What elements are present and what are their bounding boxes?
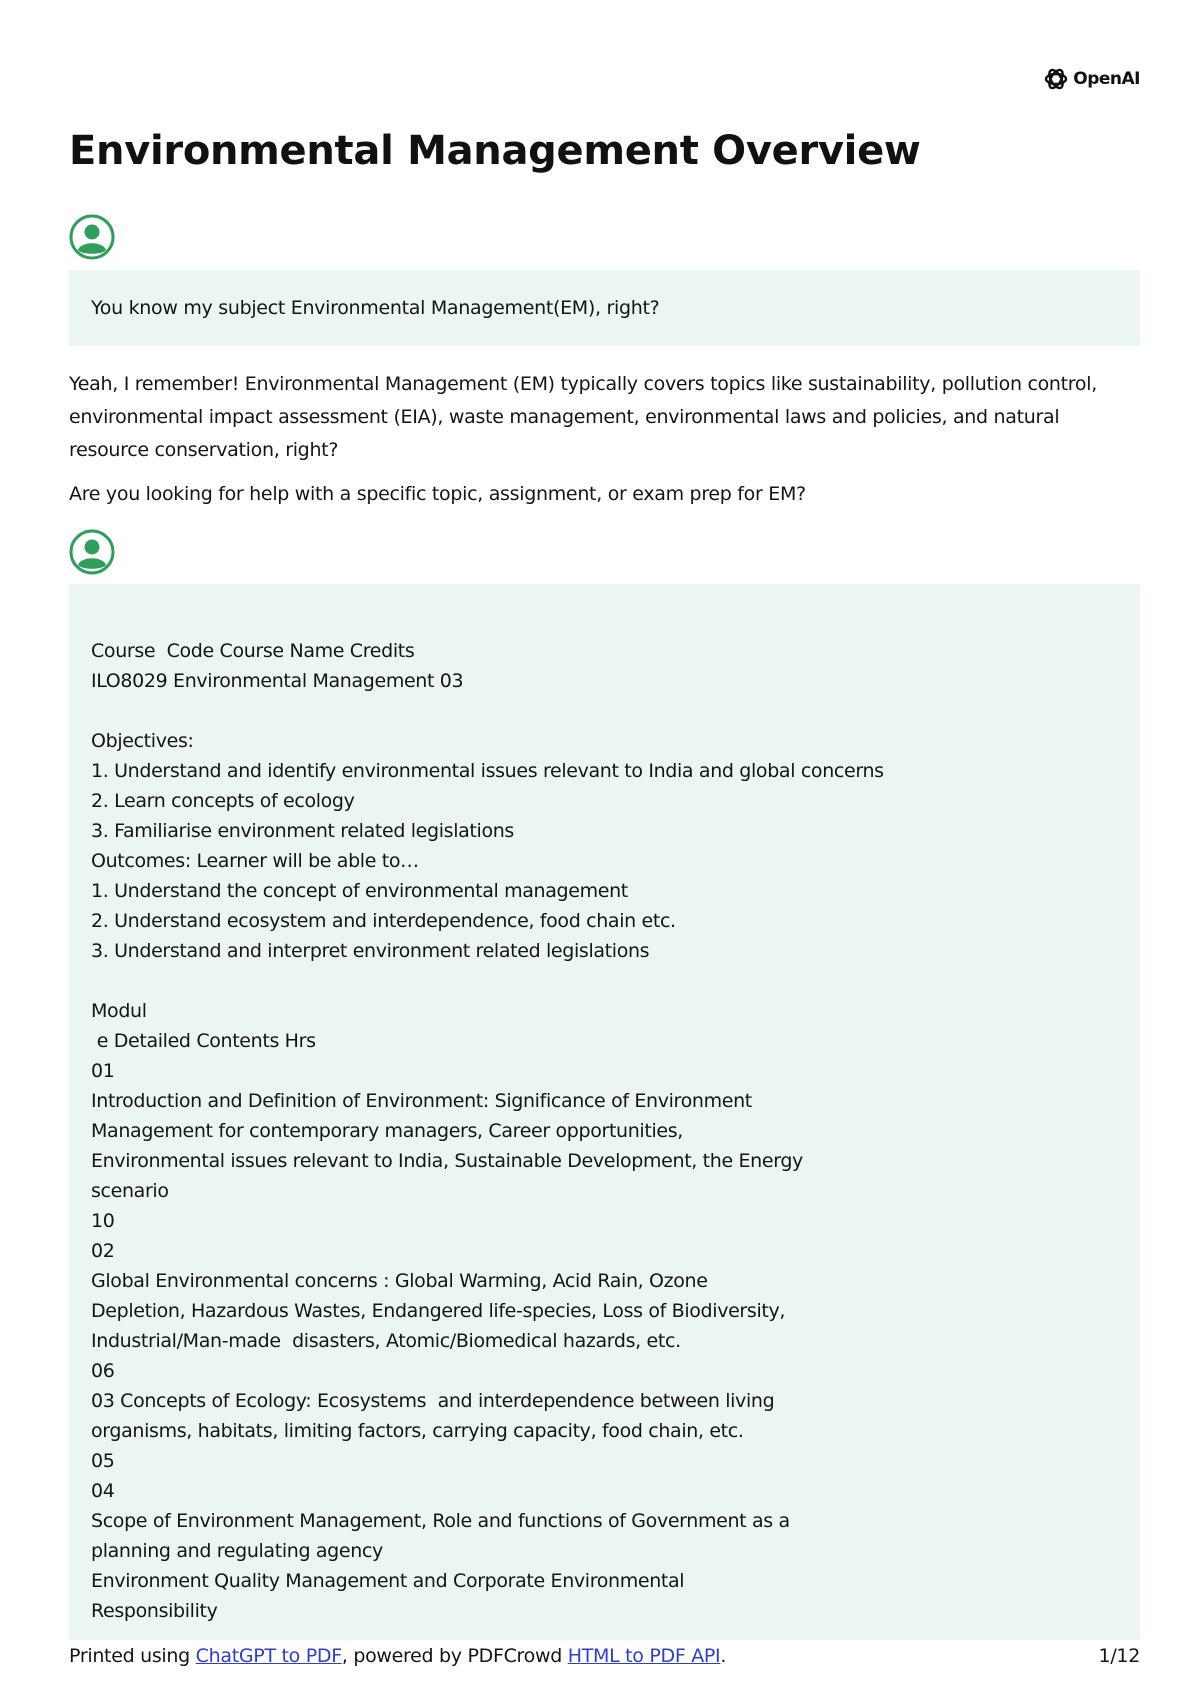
syllabus-line: ILO8029 Environmental Management 03 [91,670,464,692]
syllabus-line: Scope of Environment Management, Role and functions of Government as a [91,1510,790,1532]
user-message [69,270,1140,346]
brand [1043,66,1140,92]
syllabus-line: Modul [91,1000,147,1022]
syllabus-line [91,966,1118,996]
syllabus-line: planning and regulating agency [91,1540,383,1562]
syllabus-line: 2. Understand ecosystem and interdependence, food chain etc. [91,910,676,932]
user-avatar-icon [69,529,115,575]
syllabus-line: 02 [91,1240,115,1262]
syllabus-line: Industrial/Man-made disasters, Atomic/Biomedical hazards, etc. [91,1330,681,1352]
document-page [69,0,1140,1698]
page-number: 1/12 [1098,1645,1140,1667]
page-title: Environmental Management Overview [69,128,921,174]
assistant-message [69,368,1140,467]
footer-suffix: . [720,1645,727,1667]
syllabus-line: Management for contemporary managers, Career opportunities, [91,1120,683,1142]
syllabus-line: Depletion, Hazardous Wastes, Endangered life-species, Loss of Biodiversity, [91,1300,786,1322]
syllabus-line: e Detailed Contents Hrs [91,1030,316,1052]
syllabus-line: 3. Familiarise environment related legislations [91,820,514,842]
user-message-syllabus [69,584,1140,1640]
syllabus-line: Outcomes: Learner will be able to… [91,850,419,872]
syllabus-line: Environmental issues relevant to India, Sustainable Development, the Energy [91,1150,803,1172]
syllabus-line: 06 [91,1360,115,1382]
syllabus-line: Introduction and Definition of Environment: Significance of Environment [91,1090,752,1112]
brand-name: OpenAI [1073,69,1140,89]
syllabus-line: 1. Understand and identify environmental issues relevant to India and global concerns [91,760,884,782]
syllabus-line: 1. Understand the concept of environmental management [91,880,628,902]
assistant-paragraph: Yeah, I remember! Environmental Management (EM) typically covers topics like sustainability, pollution control, environmental impact assessment (EIA), waste management, environmental laws and policies, and natural resource conservation, right? [69,373,1097,461]
user-message-text: You know my subject Environmental Management(EM), right? [91,297,660,319]
syllabus-line [91,696,1118,726]
syllabus-line: Objectives: [91,730,194,752]
assistant-paragraph: Are you looking for help with a specific topic, assignment, or exam prep for EM? [69,483,806,505]
syllabus-line: 10 [91,1210,115,1232]
syllabus-line: scenario [91,1180,169,1202]
footer-credit [69,1645,726,1667]
syllabus-line: 01 [91,1060,115,1082]
syllabus-line: 04 [91,1480,115,1502]
assistant-message [69,478,1140,511]
html-to-pdf-api-link[interactable]: HTML to PDF API [567,1645,721,1667]
syllabus-line: Environment Quality Management and Corporate Environmental [91,1570,685,1592]
footer-middle: , powered by PDFCrowd [341,1645,568,1667]
syllabus-line: Responsibility [91,1600,218,1622]
syllabus-line: 03 Concepts of Ecology: Ecosystems and interdependence between living [91,1390,775,1412]
footer-prefix: Printed using [69,1645,196,1667]
user-avatar-icon [69,214,115,260]
syllabus-line: Course Code Course Name Credits [91,640,415,662]
syllabus-line: organisms, habitats, limiting factors, carrying capacity, food chain, etc. [91,1420,744,1442]
syllabus-line: 2. Learn concepts of ecology [91,790,355,812]
syllabus-line: 3. Understand and interpret environment related legislations [91,940,650,962]
footer [69,1645,1140,1667]
syllabus-line: Global Environmental concerns : Global Warming, Acid Rain, Ozone [91,1270,708,1292]
openai-logo-icon [1043,66,1069,92]
chatgpt-to-pdf-link[interactable]: ChatGPT to PDF [195,1645,342,1667]
syllabus-line: 05 [91,1450,115,1472]
